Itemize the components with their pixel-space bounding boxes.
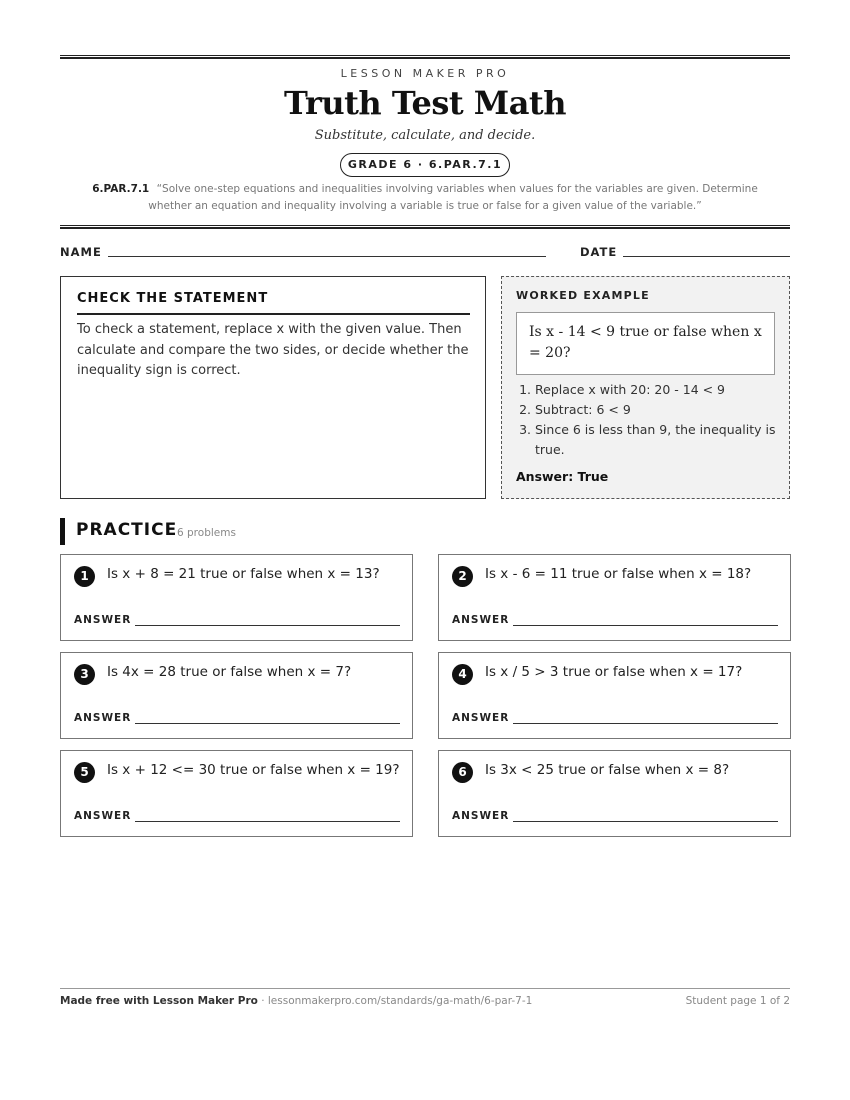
answer-label: ANSWER [74, 712, 132, 724]
problem-question: Is 4x = 28 true or false when x = 7? [107, 664, 352, 680]
answer-field[interactable] [135, 821, 400, 822]
problem-number: 4 [452, 664, 473, 685]
answer-field[interactable] [513, 625, 778, 626]
practice-accent-bar [60, 518, 65, 545]
name-field[interactable] [108, 256, 546, 257]
worked-step: 2. Subtract: 6 < 9 [535, 400, 785, 420]
grade-badge: GRADE 6 · 6.PAR.7.1 [340, 153, 510, 177]
problem-question: Is x / 5 > 3 true or false when x = 17? [485, 664, 743, 680]
problem-number: 2 [452, 566, 473, 587]
practice-title: PRACTICE [76, 520, 178, 540]
footer-page-number: Student page 1 of 2 [685, 995, 790, 1007]
answer-label: ANSWER [452, 712, 510, 724]
problem-card-6 [438, 750, 791, 837]
header-double-rule [60, 225, 790, 229]
worked-step: 3. Since 6 is less than 9, the inequality is true. [535, 420, 785, 460]
problem-number: 6 [452, 762, 473, 783]
footer-made-with: Made free with Lesson Maker Pro [60, 995, 258, 1007]
page-subtitle: Substitute, calculate, and decide. [314, 128, 536, 143]
check-statement-body: To check a statement, replace x with the given value. Then calculate and compare the two sides, or decide whether the inequality sign is correct. [77, 322, 469, 378]
answer-field[interactable] [135, 625, 400, 626]
answer-label: ANSWER [74, 614, 132, 626]
standard-code: 6.PAR.7.1 [92, 183, 150, 195]
answer-field[interactable] [513, 723, 778, 724]
problem-number: 3 [74, 664, 95, 685]
problem-card-1 [60, 554, 413, 641]
date-label: DATE [580, 245, 618, 259]
worked-example-steps [516, 380, 785, 460]
problem-question: Is x + 8 = 21 true or false when x = 13? [107, 566, 380, 582]
answer-field[interactable] [135, 723, 400, 724]
worked-example-heading: WORKED EXAMPLE [516, 289, 650, 302]
problem-number: 1 [74, 566, 95, 587]
worked-step: 1. Replace x with 20: 20 - 14 < 9 [535, 380, 785, 400]
worked-example-answer: Answer: True [516, 469, 609, 484]
problem-card-2 [438, 554, 791, 641]
answer-label: ANSWER [452, 614, 510, 626]
problem-question: Is 3x < 25 true or false when x = 8? [485, 762, 730, 778]
footer-url[interactable]: · lessonmakerpro.com/standards/ga-math/6-par-7-1 [257, 995, 533, 1007]
page-title: Truth Test Math [284, 84, 566, 122]
standard-text: “Solve one-step equations and inequalities involving variables when values for the variables are given. Determine whether an equation and inequality involving a variable is true or false for a given value of the variable.” [148, 183, 758, 212]
check-heading-rule [77, 313, 470, 315]
check-statement-box [60, 276, 486, 499]
answer-field[interactable] [513, 821, 778, 822]
problem-number: 5 [74, 762, 95, 783]
standard-description [80, 181, 770, 215]
practice-count: 6 problems [177, 527, 236, 539]
answer-label: ANSWER [452, 810, 510, 822]
answer-label: ANSWER [74, 810, 132, 822]
worked-example-box [501, 276, 790, 499]
top-double-rule [60, 55, 790, 59]
problem-question: Is x + 12 <= 30 true or false when x = 19? [107, 762, 400, 778]
problem-question: Is x - 6 = 11 true or false when x = 18? [485, 566, 752, 582]
footer-rule [60, 988, 790, 989]
footer-credit [60, 995, 532, 1007]
problem-card-5 [60, 750, 413, 837]
problem-card-4 [438, 652, 791, 739]
date-field[interactable] [623, 256, 790, 257]
check-statement-heading: CHECK THE STATEMENT [77, 291, 269, 306]
brand-name: LESSON MAKER PRO [340, 67, 510, 80]
worked-example-question: Is x - 14 < 9 true or false when x = 20? [516, 312, 775, 375]
problem-card-3 [60, 652, 413, 739]
name-label: NAME [60, 245, 102, 259]
